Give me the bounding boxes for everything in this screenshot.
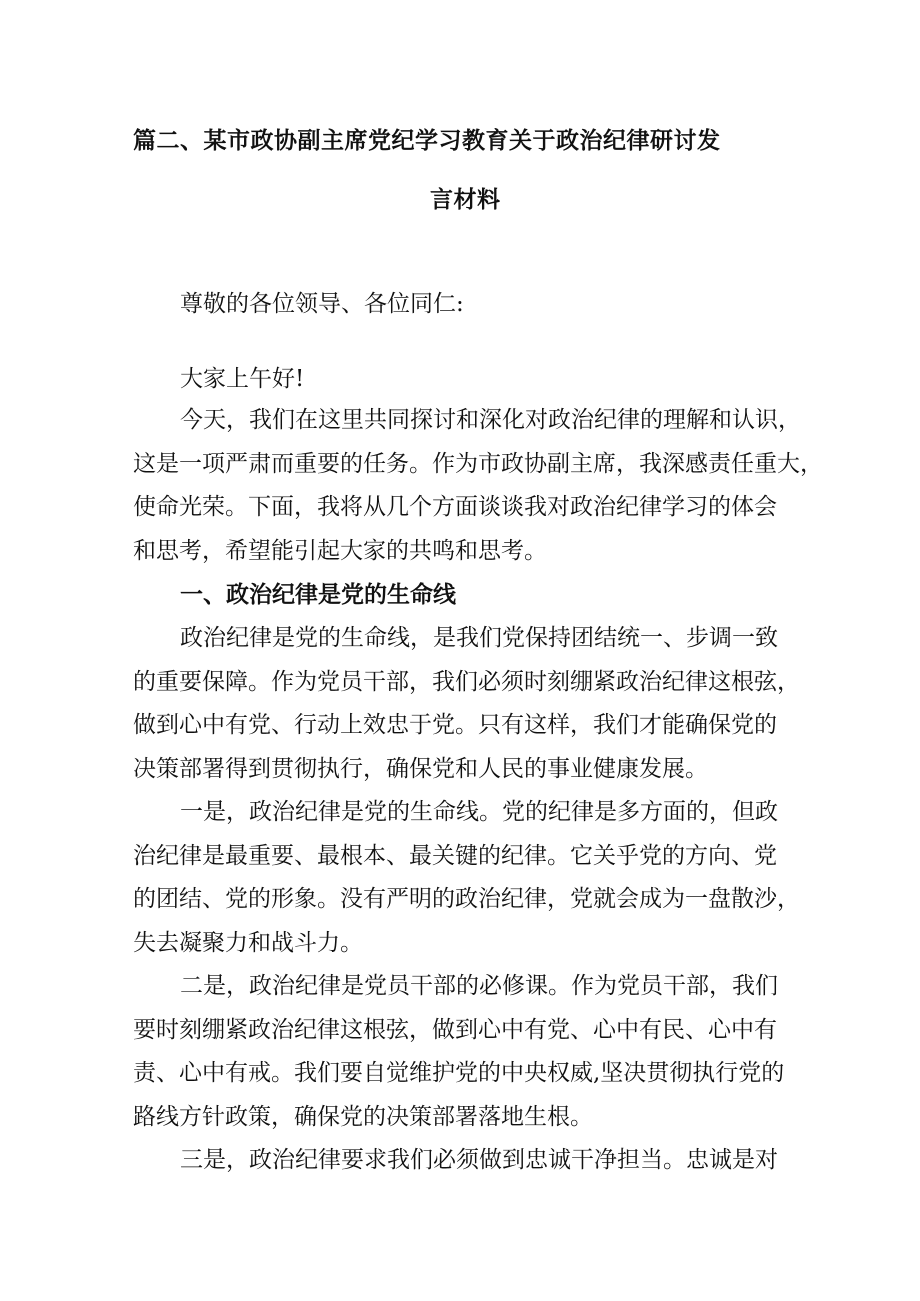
section1-line: 的重要保障。作为党员干部，我们必须时刻绷紧政治纪律这根弦， [133,669,800,695]
salutation: 尊敬的各位领导、各位同仁: [180,291,464,317]
section1-line: 做到心中有党、行动上效忠于党。只有这样，我们才能确保党的 [133,712,777,738]
point1-line: 的团结、党的形象。没有严明的政治纪律，党就会成为一盘散沙， [133,886,800,912]
greeting: 大家上午好! [180,366,305,392]
point2-line: 路线方针政策，确保党的决策部署落地生根。 [133,1104,593,1130]
document-title-line-1: 篇二、某市政协副主席党纪学习教育关于政治纪律研讨发 [133,127,721,154]
intro-line: 使命光荣。下面，我将从几个方面谈谈我对政治纪律学习的体会 [133,494,777,520]
section-heading: 一、政治纪律是党的生命线 [180,581,456,608]
point2-line: 二是，政治纪律是党员干部的必修课。作为党员干部，我们 [180,973,778,999]
point1-line: 治纪律是最重要、最根本、最关键的纪律。它关乎党的方向、党 [133,843,777,869]
intro-line: 这是一项严肃而重要的任务。作为市政协副主席，我深感责任重大， [133,451,823,477]
point3-line: 三是，政治纪律要求我们必须做到忠诚干净担当。忠诚是对 [180,1147,778,1173]
point1-line: 失去凝聚力和战斗力。 [133,930,363,956]
intro-line: 今天，我们在这里共同探讨和深化对政治纪律的理解和认识， [180,407,801,433]
point1-line: 一是，政治纪律是党的生命线。党的纪律是多方面的，但政 [180,799,778,825]
section1-line: 政治纪律是党的生命线，是我们党保持团结统一、步调一致 [180,625,778,651]
point2-line: 责、心中有戒。我们要自觉维护党的中央权威,坚决贯彻执行党的 [133,1060,785,1086]
document-title-line-2: 言材料 [430,186,501,213]
section1-line: 决策部署得到贯彻执行，确保党和人民的事业健康发展。 [133,756,708,782]
intro-line: 和思考，希望能引起大家的共鸣和思考。 [133,538,547,564]
point2-line: 要时刻绷紧政治纪律这根弦，做到心中有党、心中有民、心中有 [133,1017,777,1043]
